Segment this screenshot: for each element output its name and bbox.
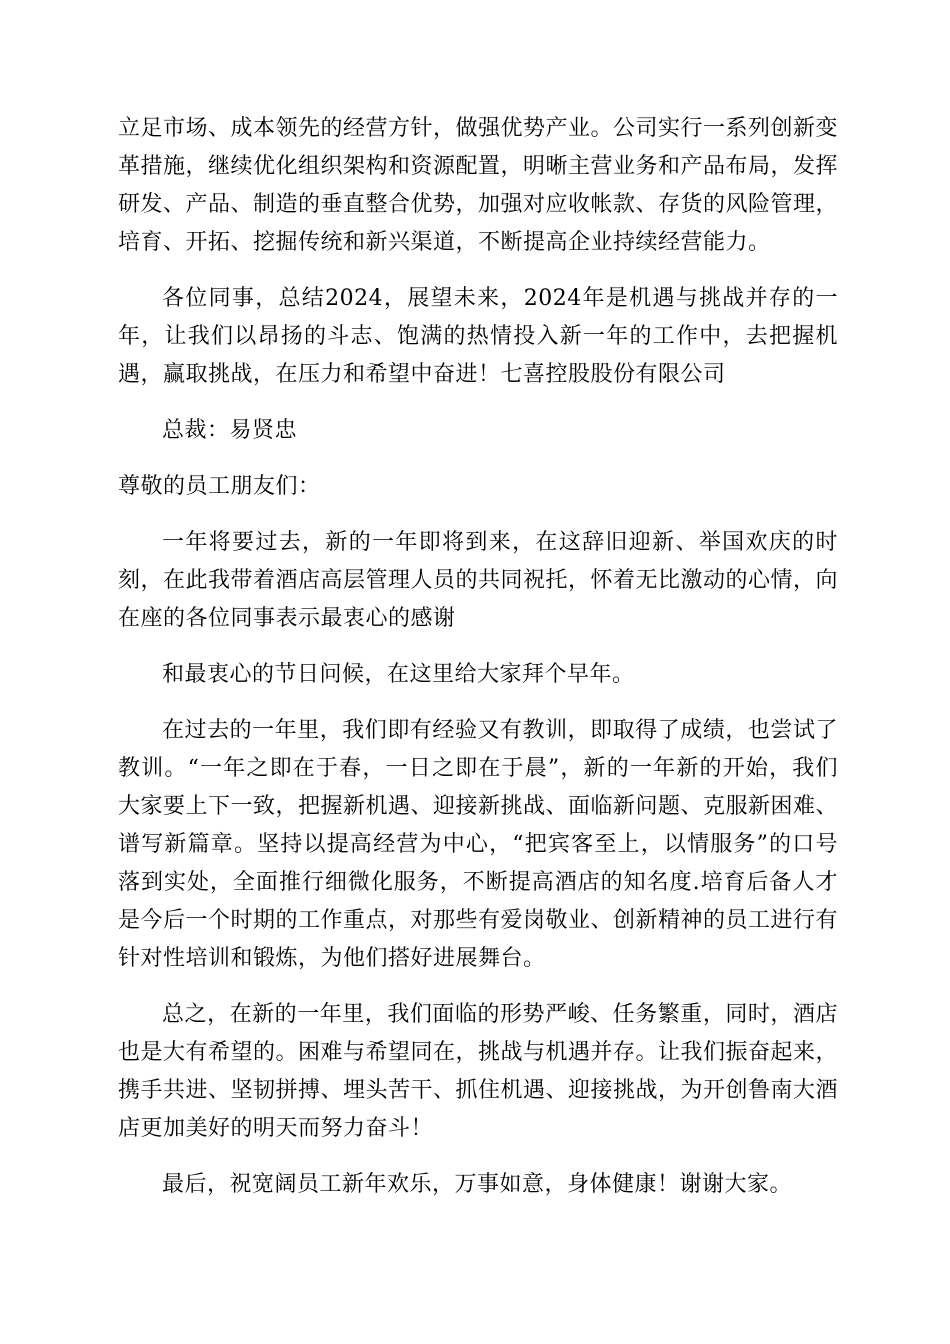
- paragraph-holiday-wishes: 和最衷心的节日问候，在这里给大家拜个早年。: [162, 662, 635, 687]
- paragraph-colleagues-outlook: 各位同事，总结2024，展望未来，2024年是机遇与挑战并存的一年，让我们以昂扬的斗志、饱满的热情投入新一年的工作中，去把握机遇，赢取挑战，在压力和希望中奋进！七喜控股股份有限公司: [118, 286, 838, 387]
- document-page: [118, 110, 838, 1204]
- paragraph-closing-wishes: 最后，祝宽阔员工新年欢乐，万事如意，身体健康！谢谢大家。: [162, 1172, 793, 1197]
- paragraph-salutation: 尊敬的员工朋友们：: [118, 474, 321, 499]
- paragraph-business-strategy: 立足市场、成本领先的经营方针，做强优势产业。公司实行一系列创新变革措施，继续优化组织架构和资源配置，明晰主营业务和产品布局，发挥研发、产品、制造的垂直整合优势，加强对应收帐款、存货的风险管理，培育、开拓、挖掘传统和新兴渠道，不断提高企业持续经营能力。: [118, 116, 839, 255]
- paragraph-president-signature: 总裁：易贤忠: [162, 418, 298, 443]
- paragraph-conclusion: 总之，在新的一年里，我们面临的形势严峻、任务繁重，同时，酒店也是大有希望的。困难与希望同在，挑战与机遇并存。让我们振奋起来，携手共进、坚韧拼搏、埋头苦干、抓住机遇、迎接挑战，为开创鲁南大酒店更加美好的明天而努力奋斗！: [118, 1002, 839, 1141]
- paragraph-new-year-greeting: 一年将要过去，新的一年即将到来，在这辞旧迎新、举国欢庆的时刻，在此我带着酒店高层管理人员的共同祝托，怀着无比激动的心情，向在座的各位同事表示最衷心的感谢: [118, 530, 839, 631]
- paragraph-past-year-review: 在过去的一年里，我们即有经验又有教训，即取得了成绩，也尝试了教训。“一年之即在于春，一日之即在于晨”，新的一年新的开始，我们大家要上下一致，把握新机遇、迎接新挑战、面临新问题、克服新困难、谱写新篇章。坚持以提高经营为中心，“把宾客至上，以情服务”的口号落到实处，全面推行细微化服务，不断提高酒店的知名度.培育后备人才是今后一个时期的工作重点，对那些有爱岗敬业、创新精神的员工进行有针对性培训和锻炼，为他们搭好进展舞台。: [118, 718, 839, 971]
